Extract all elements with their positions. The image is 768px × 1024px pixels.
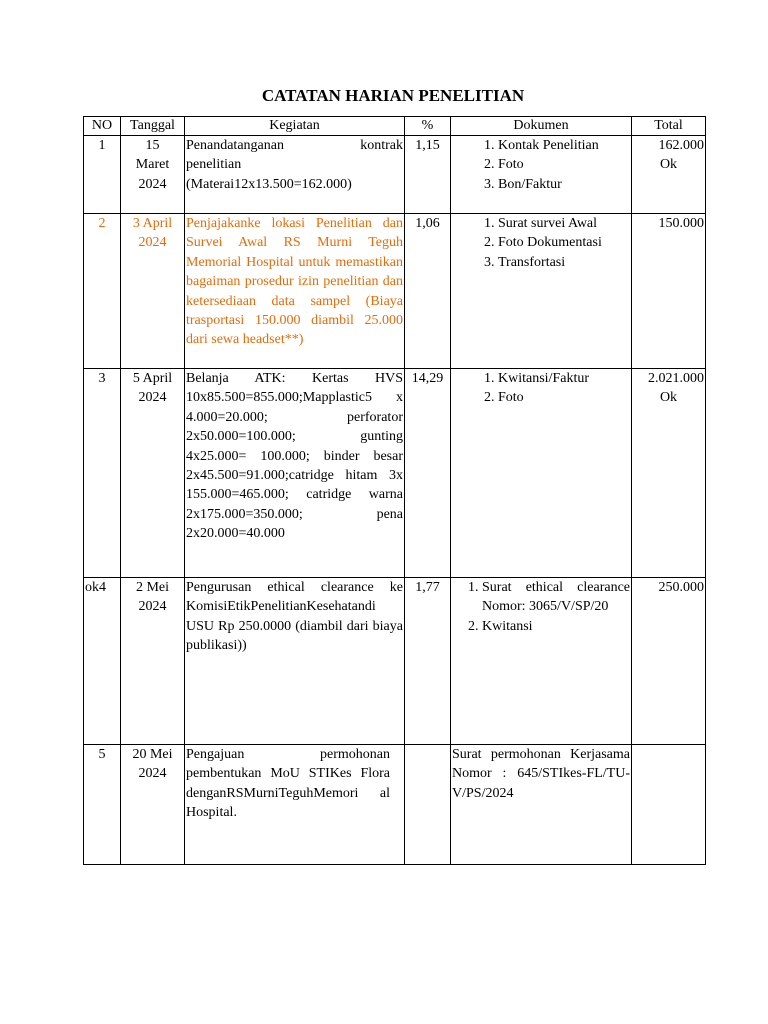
row-documents [451,369,632,578]
row-total [632,136,706,214]
table-row [84,578,706,745]
table-row [84,369,706,578]
row-documents [451,578,632,745]
total-value: 150.000 [658,216,704,231]
research-log-table [83,116,706,865]
row-percent [405,745,451,865]
date-line: 2024 [138,599,167,615]
date-line: 2 Mei [135,580,170,595]
list-item: 1. Kwitansi/Faktur [498,369,630,388]
list-item: 1. Kontak Penelitian [498,136,630,155]
row-documents [451,136,632,214]
date-line: 15 [145,138,160,153]
activity-line: Penandatanganan kontrak [186,138,403,153]
total-value: 250.000 [658,580,704,595]
header-date: Tanggal [121,117,185,136]
table-row [84,745,706,865]
table-header-row [84,117,706,136]
row-no: 3 [84,369,121,578]
list-item: 2. Foto Dokumentasi [498,233,630,252]
date-line: 5 April [132,371,173,386]
list-item: 2. Foto [498,155,630,174]
row-percent: 1,15 [405,136,451,214]
document-list [452,136,630,194]
total-note: Ok [659,390,678,406]
row-percent: 1,06 [405,214,451,369]
total-note: Ok [659,157,678,173]
row-documents [451,214,632,369]
page-title: CATATAN HARIAN PENELITIAN [261,86,525,105]
row-total [632,745,706,865]
header-total: Total [632,117,706,136]
total-value: 2.021.000 [648,371,704,386]
row-no: 1 [84,136,121,214]
list-item: 3. Transfortasi [498,253,630,272]
row-activity [185,136,405,214]
total-value: 162.000 [658,138,704,153]
date-line: 2024 [138,390,167,406]
date-line: Maret [135,157,170,173]
date-line: 2024 [138,176,167,192]
row-no: 5 [84,745,121,865]
row-total [632,578,706,745]
header-document: Dokumen [451,117,632,136]
list-item: 2. Foto [498,388,630,407]
list-item: 3. Bon/Faktur [498,175,630,194]
activity-line: penelitian [186,157,242,173]
document-list [452,369,630,408]
row-date [121,578,185,745]
row-total [632,369,706,578]
row-activity: Pengurusan ethical clearance ke KomisiEtikPenelitianKesehatandi USU Rp 250.0000 (diambil dari biaya publikasi)) [185,578,405,745]
row-activity: Belanja ATK: Kertas HVS 10x85.500=855.000;Mapplastic5 x 4.000=20.000; perforator 2x50.000=100.000; gunting 4x25.000= 100.000; binder besar 2x45.500=91.000;catridge hitam 3x 155.000=465.000; catridge warna 2x175.000=350.000; pena 2x20.000=40.000 [185,369,405,578]
date-line: 3 April [132,216,173,231]
row-date [121,745,185,865]
row-percent: 14,29 [405,369,451,578]
header-no: NO [84,117,121,136]
activity-line: (Materai12x13.500=162.000) [186,176,352,192]
header-activity: Kegiatan [185,117,405,136]
document-list [452,214,630,272]
date-line: 2024 [138,766,167,782]
row-no: 2 [84,214,121,369]
document-text: Surat permohonan Kerjasama Nomor : 645/STIkes-FL/TU-V/PS/2024 [452,747,630,801]
date-line: 20 Mei [132,747,173,762]
row-date [121,136,185,214]
row-percent: 1,77 [405,578,451,745]
row-activity: Penjajakanke lokasi Penelitian dan Survei Awal RS Murni Teguh Memorial Hospital untuk memastikan bagaiman prosedur izin penelitian dan ketersediaan data sampel (Biaya trasportasi 150.000 diambil 25.000 dari sewa headset**) [185,214,405,369]
list-item: 1. Surat ethical clearance Nomor: 3065/V/SP/20 [482,578,630,617]
list-item: 1. Surat survei Awal [498,214,630,233]
row-activity: Pengajuan permohonan pembentukan MoU STIKes Flora denganRSMurniTeguhMemori al Hospital. [185,745,405,865]
list-item: 2. Kwitansi [482,617,630,636]
date-line: 2024 [138,235,167,251]
row-date [121,369,185,578]
row-date [121,214,185,369]
row-documents [451,745,632,865]
table-row [84,136,706,214]
row-no: ok4 [84,578,121,745]
header-percent: % [405,117,451,136]
row-total [632,214,706,369]
document-list [452,578,630,636]
table-row [84,214,706,369]
